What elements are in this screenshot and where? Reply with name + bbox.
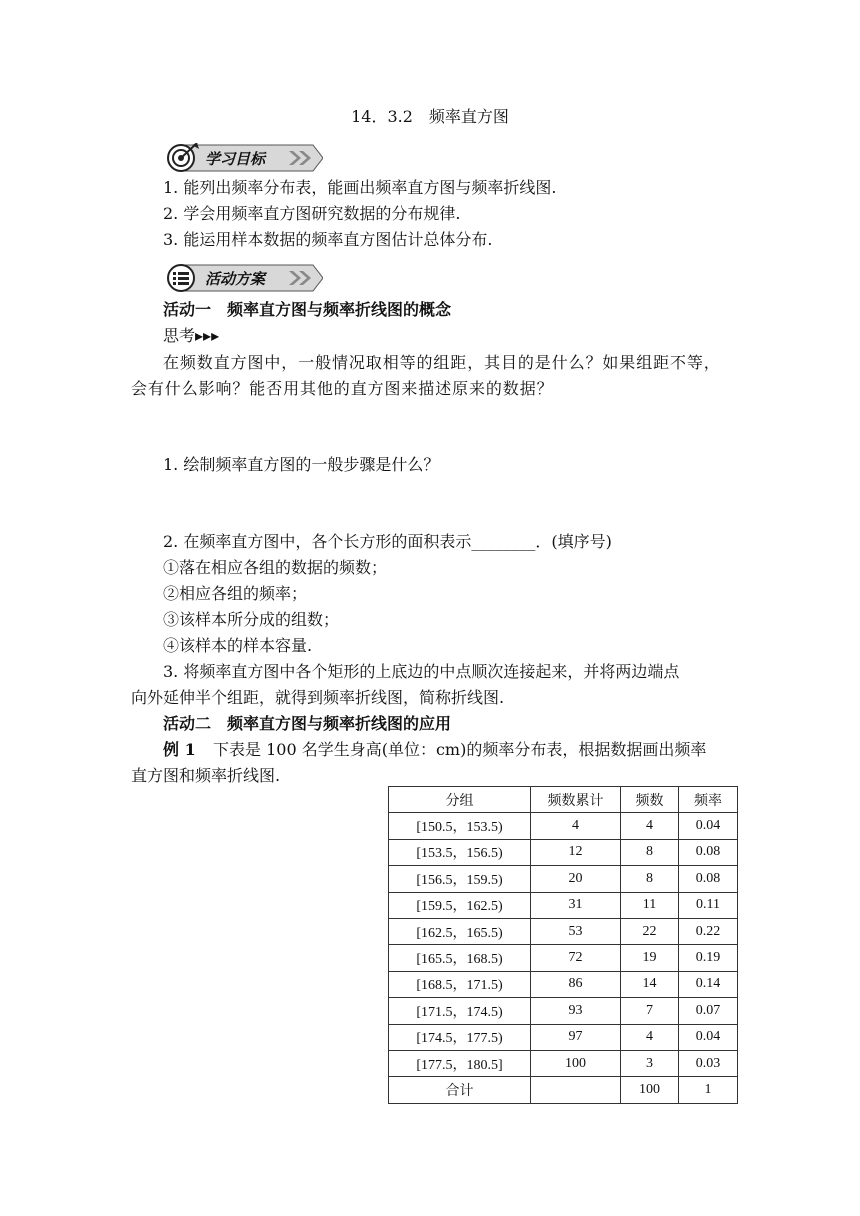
cell-group: [162.5，165.5) [389, 918, 531, 944]
cell-group: [150.5，153.5) [389, 813, 531, 839]
cell-relative-frequency: 0.14 [679, 971, 738, 997]
table-row [389, 892, 738, 918]
table-row [389, 1024, 738, 1050]
goal-item-1: 1. 能列出频率分布表，能画出频率直方图与频率折线图. [163, 178, 557, 197]
cell-frequency: 3 [621, 1050, 679, 1076]
column-header-group: 分组 [389, 787, 531, 813]
table-row [389, 971, 738, 997]
cell-cumulative: 31 [531, 892, 621, 918]
activity-one-heading: 活动一 频率直方图与频率折线图的概念 [163, 300, 452, 319]
cell-group: [171.5，174.5) [389, 998, 531, 1024]
cell-cumulative: 20 [531, 866, 621, 892]
activity-plan-heading: 活动方案 [205, 270, 266, 288]
example-text-line-2: 直方图和频率折线图. [131, 766, 281, 785]
cell-group: [168.5，171.5) [389, 971, 531, 997]
goal-item-3: 3. 能运用样本数据的频率直方图估计总体分布. [163, 230, 493, 249]
cell-total-frequency: 100 [621, 1077, 679, 1103]
cell-group: [177.5，180.5] [389, 1050, 531, 1076]
table-header-row [389, 787, 738, 813]
cell-group: [159.5，162.5) [389, 892, 531, 918]
cell-group: [174.5，177.5) [389, 1024, 531, 1050]
goal-item-2: 2. 学会用频率直方图研究数据的分布规律. [163, 204, 461, 223]
cell-cumulative: 4 [531, 813, 621, 839]
cell-cumulative: 12 [531, 839, 621, 865]
cell-cumulative: 93 [531, 998, 621, 1024]
column-header-cumulative: 频数累计 [531, 787, 621, 813]
cell-relative-frequency: 0.04 [679, 1024, 738, 1050]
table-row [389, 839, 738, 865]
cell-relative-frequency: 0.08 [679, 839, 738, 865]
column-header-relative-frequency: 频率 [679, 787, 738, 813]
activity-two-heading: 活动二 频率直方图与频率折线图的应用 [163, 714, 452, 733]
cell-cumulative: 86 [531, 971, 621, 997]
cell-group: [153.5，156.5) [389, 839, 531, 865]
learning-goals-banner [163, 143, 323, 173]
cell-cumulative [531, 1077, 621, 1103]
table-row [389, 918, 738, 944]
cell-frequency: 4 [621, 813, 679, 839]
cell-frequency: 11 [621, 892, 679, 918]
table-row [389, 945, 738, 971]
cell-cumulative: 53 [531, 918, 621, 944]
option-1: ①落在相应各组的数据的频数； [163, 558, 388, 577]
question-3-line-2: 向外延伸半个组距，就得到频率折线图，简称折线图. [131, 688, 505, 707]
cell-frequency: 7 [621, 998, 679, 1024]
learning-goals-heading: 学习目标 [205, 150, 266, 168]
page-title: 14．3.2 频率直方图 [351, 107, 509, 126]
cell-frequency: 8 [621, 866, 679, 892]
cell-cumulative: 97 [531, 1024, 621, 1050]
question-3-line-1: 3. 将频率直方图中各个矩形的上底边的中点顺次连接起来，并将两边端点 [163, 662, 680, 681]
cell-group: [165.5，168.5) [389, 945, 531, 971]
example-label: 例 1 [163, 740, 196, 759]
cell-frequency: 4 [621, 1024, 679, 1050]
cell-relative-frequency: 0.22 [679, 918, 738, 944]
table-total-row [389, 1077, 738, 1103]
table-row [389, 998, 738, 1024]
cell-frequency: 19 [621, 945, 679, 971]
cell-group: [156.5，159.5) [389, 866, 531, 892]
cell-relative-frequency: 0.07 [679, 998, 738, 1024]
cell-cumulative: 72 [531, 945, 621, 971]
cell-total-label: 合计 [389, 1077, 531, 1103]
table-row [389, 1050, 738, 1076]
think-question-line-2: 会有什么影响？能否用其他的直方图来描述原来的数据？ [131, 379, 554, 398]
example-text-line-1: 下表是 100 名学生身高(单位：cm)的频率分布表，根据数据画出频率 [213, 740, 707, 759]
activity-plan-banner [163, 263, 323, 293]
frequency-distribution-table [388, 786, 738, 1104]
question-1: 1. 绘制频率直方图的一般步骤是什么？ [163, 455, 440, 474]
think-label: 思考▸▸▸ [163, 326, 220, 345]
cell-relative-frequency: 0.03 [679, 1050, 738, 1076]
option-3: ③该样本所分成的组数； [163, 610, 340, 629]
cell-relative-frequency: 0.04 [679, 813, 738, 839]
question-2: 2. 在频率直方图中，各个长方形的面积表示________．(填序号) [163, 532, 612, 551]
cell-total-relative-frequency: 1 [679, 1077, 738, 1103]
option-2: ②相应各组的频率； [163, 584, 308, 603]
cell-cumulative: 100 [531, 1050, 621, 1076]
cell-relative-frequency: 0.11 [679, 892, 738, 918]
cell-frequency: 14 [621, 971, 679, 997]
cell-frequency: 8 [621, 839, 679, 865]
table-row [389, 866, 738, 892]
think-question-line-1: 在频数直方图中，一般情况取相等的组距，其目的是什么？如果组距不等， [163, 353, 721, 372]
column-header-frequency: 频数 [621, 787, 679, 813]
cell-relative-frequency: 0.19 [679, 945, 738, 971]
cell-relative-frequency: 0.08 [679, 866, 738, 892]
cell-frequency: 22 [621, 918, 679, 944]
table-row [389, 813, 738, 839]
option-4: ④该样本的样本容量. [163, 636, 313, 655]
